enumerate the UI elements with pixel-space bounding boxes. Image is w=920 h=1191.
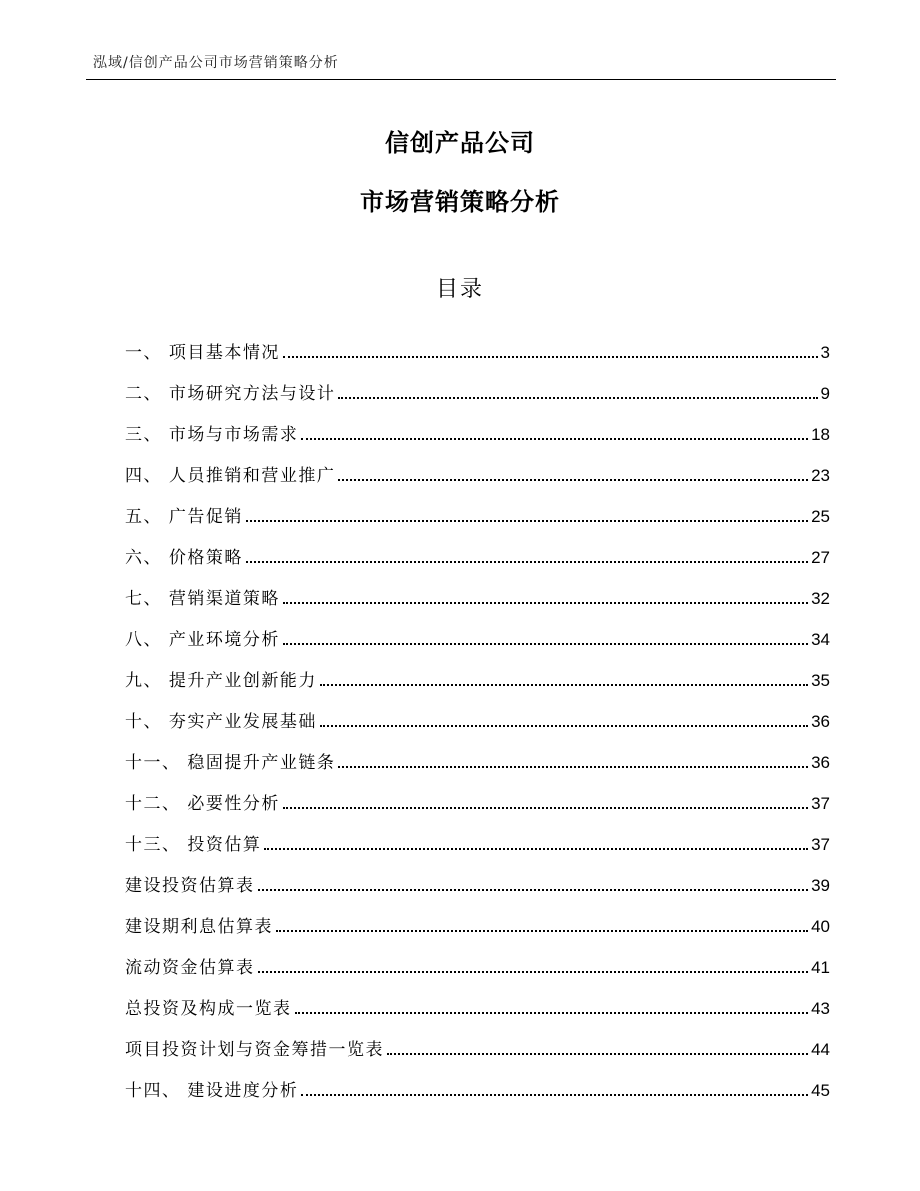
toc-entry-page-number: 44 [811, 1040, 830, 1059]
toc-dot-leader [258, 971, 809, 973]
toc-dot-leader [264, 848, 808, 850]
toc-dot-leader [283, 643, 808, 645]
toc-dot-leader [301, 1094, 808, 1096]
toc-dot-leader [283, 602, 808, 604]
toc-dot-leader [258, 889, 809, 891]
toc-entry[interactable] [125, 773, 830, 814]
toc-entry-page-number: 37 [811, 835, 830, 854]
toc-entry-label: 七、 营销渠道策略 [125, 589, 280, 609]
toc-entry-page-number: 18 [811, 425, 830, 444]
toc-entry-page-number: 23 [811, 466, 830, 485]
toc-heading: 目录 [435, 277, 484, 302]
toc-dot-leader [338, 766, 808, 768]
toc-entry-page-number: 32 [811, 589, 830, 608]
toc-entry-label: 一、 项目基本情况 [125, 343, 280, 363]
toc-entry-page-number: 9 [820, 384, 830, 403]
toc-entry-label: 四、 人员推销和营业推广 [125, 466, 336, 486]
toc-entry-label: 十、 夯实产业发展基础 [125, 712, 317, 732]
toc-entry-label: 建设投资估算表 [125, 876, 255, 896]
toc-entry-label: 建设期利息估算表 [125, 917, 273, 937]
toc-entry-page-number: 36 [811, 712, 830, 731]
toc-entry-page-number: 45 [811, 1081, 830, 1100]
toc-dot-leader [283, 356, 818, 358]
toc-entry-page-number: 39 [811, 876, 830, 895]
toc-entry[interactable] [125, 691, 830, 732]
toc-entry-label: 十二、 必要性分析 [125, 794, 280, 814]
toc-entry-page-number: 41 [811, 958, 830, 977]
toc-dot-leader [338, 397, 817, 399]
toc-dot-leader [387, 1053, 808, 1055]
document-title-line-2: 市场营销策略分析 [360, 188, 560, 216]
toc-entry[interactable] [125, 322, 830, 363]
toc-entry[interactable] [125, 1060, 830, 1101]
header-divider [86, 79, 836, 80]
toc-entry-label: 三、 市场与市场需求 [125, 425, 299, 445]
toc-dot-leader [276, 930, 808, 932]
toc-entry-page-number: 36 [811, 753, 830, 772]
toc-entry[interactable] [125, 978, 830, 1019]
toc-entry-page-number: 43 [811, 999, 830, 1018]
toc-entry[interactable] [125, 896, 830, 937]
toc-entry-page-number: 3 [820, 343, 830, 362]
toc-entry[interactable] [125, 814, 830, 855]
toc-dot-leader [246, 561, 808, 563]
toc-entry[interactable] [125, 650, 830, 691]
toc-dot-leader [301, 438, 808, 440]
toc-entry[interactable] [125, 527, 830, 568]
toc-entry-label: 项目投资计划与资金筹措一览表 [125, 1040, 384, 1060]
toc-entry[interactable] [125, 855, 830, 896]
running-header: 泓域/信创产品公司市场营销策略分析 [93, 55, 339, 71]
toc-dot-leader [295, 1012, 809, 1014]
toc-entry-page-number: 34 [811, 630, 830, 649]
toc-entry-label: 十三、 投资估算 [125, 835, 262, 855]
toc-entry[interactable] [125, 609, 830, 650]
toc-dot-leader [320, 725, 808, 727]
toc-entry-page-number: 35 [811, 671, 830, 690]
toc-entry-label: 十一、 稳固提升产业链条 [125, 753, 336, 773]
toc-entry-page-number: 27 [811, 548, 830, 567]
toc-entry-label: 二、 市场研究方法与设计 [125, 384, 336, 404]
toc-entry[interactable] [125, 568, 830, 609]
toc-entry[interactable] [125, 732, 830, 773]
toc-dot-leader [283, 807, 808, 809]
toc-dot-leader [338, 479, 808, 481]
toc-entry-label: 流动资金估算表 [125, 958, 255, 978]
toc-entry-label: 五、 广告促销 [125, 507, 243, 527]
table-of-contents [125, 322, 830, 1101]
toc-entry[interactable] [125, 937, 830, 978]
toc-entry-page-number: 25 [811, 507, 830, 526]
toc-dot-leader [246, 520, 808, 522]
toc-entry-label: 十四、 建设进度分析 [125, 1081, 299, 1101]
toc-entry-label: 六、 价格策略 [125, 548, 243, 568]
toc-entry[interactable] [125, 1019, 830, 1060]
toc-entry[interactable] [125, 445, 830, 486]
toc-entry[interactable] [125, 363, 830, 404]
toc-entry[interactable] [125, 486, 830, 527]
toc-entry-page-number: 40 [811, 917, 830, 936]
toc-dot-leader [320, 684, 808, 686]
toc-entry[interactable] [125, 404, 830, 445]
document-title-line-1: 信创产品公司 [385, 129, 535, 157]
toc-entry-label: 九、 提升产业创新能力 [125, 671, 317, 691]
toc-entry-label: 总投资及构成一览表 [125, 999, 292, 1019]
toc-entry-page-number: 37 [811, 794, 830, 813]
toc-entry-label: 八、 产业环境分析 [125, 630, 280, 650]
